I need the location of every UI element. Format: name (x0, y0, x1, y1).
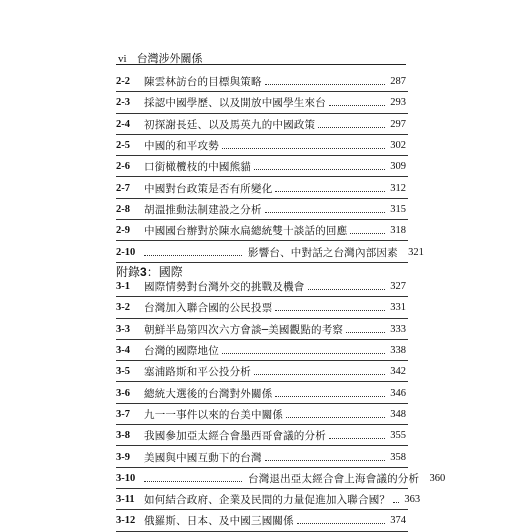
toc-entry-title: 俄羅斯、日本、及中國三國關係 (144, 515, 294, 528)
dot-leader (350, 233, 385, 234)
appendix-title: 國際 (158, 265, 183, 279)
toc-entry-page: 327 (390, 281, 406, 293)
toc-entry-title: 中國的和平攻勢 (144, 140, 219, 153)
toc-entry-title: 國際情勢對台灣外交的挑戰及機會 (144, 281, 305, 294)
toc-entry (116, 92, 406, 113)
header-page-number: vi (118, 53, 127, 65)
toc-entry-number: 2-10 (116, 246, 136, 258)
toc-entry-page: 331 (390, 302, 406, 314)
dot-leader (329, 438, 385, 439)
toc-entry-number: 3-6 (116, 387, 130, 399)
toc-entry-number: 3-7 (116, 408, 130, 420)
dot-leader (275, 396, 385, 397)
toc-entry-number: 2-2 (116, 76, 130, 88)
toc-entry-number: 2-9 (116, 225, 130, 237)
toc-entry (116, 468, 446, 489)
toc-entry-number: 2-3 (116, 97, 130, 109)
toc-entry (116, 319, 406, 340)
toc-entry-page: 302 (390, 140, 406, 152)
toc-entry (116, 177, 406, 198)
toc-entry-number: 3-1 (116, 281, 130, 293)
dot-leader (286, 417, 385, 418)
toc-part-3 (116, 276, 446, 532)
toc-entry-title: 台灣加入聯合國的公民投票 (144, 302, 273, 315)
toc-entry-title: 朝鮮半島第四次六方會談─美國觀點的考察 (144, 323, 344, 336)
toc-entry-title: 影響台、中對話之台灣內部因素 (248, 246, 398, 259)
toc-entry (116, 340, 406, 361)
toc-entry-page: 333 (390, 323, 406, 335)
toc-entry-number: 2-7 (116, 182, 130, 194)
toc-entry-title: 初探謝長廷、以及馬英九的中國政策 (144, 118, 316, 131)
toc-entry-page: 287 (390, 76, 406, 88)
toc-entry-number: 3-11 (116, 494, 135, 506)
toc-entry-number: 3-4 (116, 345, 130, 357)
dot-leader (393, 502, 399, 503)
appendix-prefix: 附錄 (116, 265, 141, 279)
toc-entry-page: 374 (390, 515, 406, 527)
toc-entry-number: 3-5 (116, 366, 130, 378)
toc-entry (116, 276, 406, 297)
toc-entry-page: 348 (390, 408, 406, 420)
toc-entry (116, 510, 406, 531)
toc-entry-page: 360 (429, 472, 446, 484)
toc-entry-page: 297 (390, 118, 406, 130)
toc-part-2 (116, 71, 424, 263)
toc-entry-title: 台灣的國際地位 (144, 345, 219, 358)
toc-entry-title: 採認中國學歷、以及開放中國學生來台 (144, 97, 326, 110)
dot-leader (144, 481, 242, 482)
dot-leader (254, 169, 385, 170)
dot-leader (265, 460, 385, 461)
toc-entry (116, 404, 406, 425)
toc-entry-title: 九一一事件以來的台美中關係 (144, 408, 284, 421)
toc-entry-number: 3-3 (116, 323, 130, 335)
toc-entry-page: 355 (390, 430, 406, 442)
toc-entry-number: 2-6 (116, 161, 130, 173)
toc-entry (116, 425, 406, 446)
dot-leader (222, 148, 385, 149)
dot-leader (275, 310, 385, 311)
toc-entry (116, 156, 406, 177)
toc-entry-title: 中國國台辦對於陳水扁總統雙十談話的回應 (144, 225, 348, 238)
toc-entry-page: 358 (390, 451, 406, 463)
toc-entry-title: 我國參加亞太經合會墨西哥會議的分析 (144, 430, 326, 443)
toc-entry-title: 台灣退出亞太經合會上海會議的分析 (248, 472, 420, 485)
toc-entry-number: 2-8 (116, 203, 130, 215)
toc-entry-page: 309 (390, 161, 406, 173)
dot-leader (297, 523, 385, 524)
toc-entry (116, 446, 406, 467)
toc-entry-title: 如何結合政府、企業及民間的力量促進加入聯合國？ (144, 494, 391, 507)
dot-leader (254, 374, 385, 375)
dot-leader (144, 255, 242, 256)
toc-entry-title: 總統大選後的台灣對外關係 (144, 387, 273, 400)
toc-entry-page: 321 (408, 246, 424, 258)
toc-entry-page: 318 (390, 225, 406, 237)
dot-leader (265, 212, 385, 213)
toc-entry (116, 71, 406, 92)
dot-leader (222, 353, 385, 354)
toc-entry-number: 3-8 (116, 430, 130, 442)
toc-entry-page: 312 (390, 182, 406, 194)
toc-entry-title: 胡溫推動法制建設之分析 (144, 203, 262, 216)
toc-entry-number: 2-4 (116, 118, 130, 130)
toc-entry (116, 199, 406, 220)
toc-entry-number: 2-5 (116, 140, 130, 152)
header-running-title: 台灣涉外關係 (136, 52, 203, 65)
toc-entry-number: 3-12 (116, 515, 136, 527)
dot-leader (346, 332, 385, 333)
toc-entry-page: 363 (404, 494, 421, 506)
toc-entry-title: 塞浦路斯和平公投分析 (144, 366, 251, 379)
dot-leader (275, 191, 385, 192)
toc-entry (116, 382, 406, 403)
toc-entry-page: 293 (390, 97, 406, 109)
toc-entry (116, 361, 406, 382)
toc-entry-number: 3-10 (116, 472, 136, 484)
header-rule (116, 64, 406, 65)
toc-entry-title: 口銜橄欖枝的中國熊貓 (144, 161, 251, 174)
dot-leader (318, 127, 385, 128)
toc-entry-number: 3-2 (116, 302, 130, 314)
toc-entry-title: 陳雲林訪台的目標與策略 (144, 76, 262, 89)
toc-entry (116, 220, 406, 241)
toc-entry-page: 342 (390, 366, 406, 378)
toc-entry-title: 美國與中國互動下的台灣 (144, 451, 262, 464)
toc-entry-page: 338 (390, 345, 406, 357)
toc-entry-number: 3-9 (116, 451, 130, 463)
dot-leader (329, 105, 385, 106)
toc-entry (116, 114, 406, 135)
toc-entry (116, 297, 406, 318)
toc-entry-page: 346 (390, 387, 406, 399)
toc-entry (116, 135, 406, 156)
toc-entry-title: 中國對台政策是否有所變化 (144, 182, 273, 195)
toc-entry (116, 241, 424, 262)
appendix-separator: ： (146, 265, 159, 279)
dot-leader (308, 289, 386, 290)
appendix-number: 3 (140, 265, 147, 279)
dot-leader (265, 84, 385, 85)
toc-entry-page: 315 (390, 203, 406, 215)
